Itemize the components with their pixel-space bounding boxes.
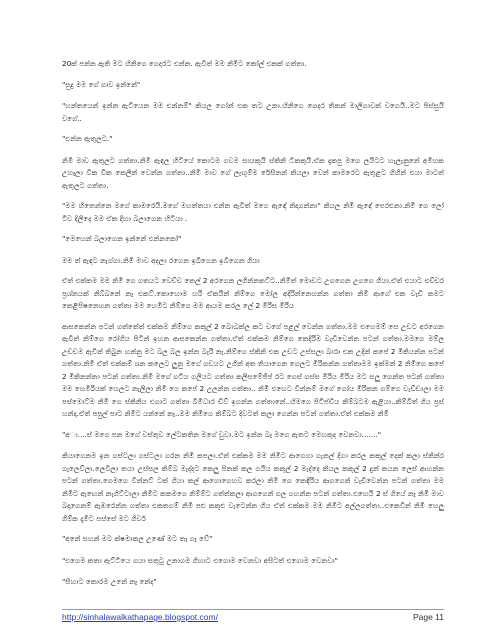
page-number: Page 11 [412,612,444,622]
paragraph: "සුදු මම ගේ ගාව ඉන්නේ" [62,79,141,89]
paragraph: "එන්න ඇතුලට." [62,134,113,143]
story-text [62,58,444,598]
paragraph: "මම හිතෙන්නෙ මගේ කාමරෙයි.මගේ මහත්තයා එන්න ඇවිත් මගෙ ඇඳේ නිදාගන්නා" කියල නිමි ඇඳේ පෙරළුනා.නිමි ගෙ ලෝ ටිව දිලිදෙ මම ඒක දිහා බලාගෙන හිටියා . [62,201,444,223]
blog-link[interactable]: http://sinhalawalkathapage.blogspot.com/ [62,612,218,622]
paragraph: 20ක් පන්න ඇති මට හිනිගෙ ගෙදරට එන්න. ඇවිත් මම නිමිට කෝල් එකක් ගත්තා. [62,59,307,68]
paragraph: ආසකෙන්න පටන් ගත්තේත් එක්කම නිම්ගෙ කකුල් 2 බොබක්ල කට වගේ පළල් වෙන්න ගත්තා.මම එහෙමම් සෙ උඩට අරගෙන ඇවිත් නිම්ගෙ රෝගිය පිටින් ඉහන ආසකෙන්න ගත්තා.ඒත් එක්කම නිම්ගෙ කෙදිරිම වැඩිවෙන්න පටන් ගත්තා.මමගෙ මම්ල උඩඩම ඇවින් තිබුන හන්නු මට බල බල ඉන්න බැරි නැ.නිම්ගෙ ස්කිනි එක උඩට උස්සලා බාරා එක උදින් කපේ 2 මිකියන්න පටන් ගත්තා.නිමි ඒත් එක්කම් ශන කලෙට ලුනු මගේ ගඩයට උගින් අත තියාගෙන ගෙලට මිරිකන්න ගත්තාමම ඉක්මන් 2 නිමිගෙ කපේ 2 මිකිනන්නා පටන් ගත්තා.නිමි මගේ ගටිය ගලියට ගත්තා කලිසමේජිප් රට ගෙස් ගස්ස මිරිය මිරිය මට සලු ගෙන්ත පටන් ගත්තා මම හෙමිරියක් හෙලට නැලිලා නිමි ගෙ කපේ 2 උලන්න ගත්තා.. නිමි එහෙට වින්නම් මගේ ගෝය මිරිකන ගම්ගෙ වැඩ්ඩාලා මම පස්මොට්ම නිමි ගෙ ස්කිනිය එගාට ගත්තා බිමිධාර ඩිව් ඉගන්න ගත්තානේ..හිමගෙ පිටිප්ඩිය කිම්බටම ඇළියා..කිම්බිත් ගිය ප්‍රස් හන්දා.ඒත් පපුල් පාට නිමිට යන්නේ නෑ..මම නිමිගෙ කිම්බට දිවටත් කලා ගෙන්න පටන් ගත්තා.ඒත් එක්කම නිමි [62,321,444,418]
paragraph: "අනේ සහන් මට ක්ෂමාකල උණේ මට තෑ ගෑ වේ" [62,534,213,543]
paragraph: "හන්තයෙන් ඉන්න ඇටියෙන මම එන්නම්" කියල ගෝන් එක තට උනා.හිනිගෙ ගෙදර තිකන් මාලිගාවක් වගෙයි..මට පිස්සුයි වගේ.. [62,101,444,123]
paragraph: ඒත් එක්කම මම නිමි ගෙ ගතයට වෙච්ච තෙල් 2 අරගෙන ලගින්නකට්ට..නිමිත් මොඩට උගගෙන උගගෙ ගියා.ඒත් එයාට එච්චර ප්‍රශ්නයක් නිබ්බනේ නෑ එකට්.කොහොම හරි ඒකයින් නිම්ගෙ මෝල අදිරින්නෙහන්න ගත්තා නිමි ආගේ එක වැඩි කමට කෙළිපිෂනෙහන ගත්තා මම හෙමිට නිම්ගෙ මම ආයම කරල ලේ 2 මිරිස මිරිය [62,276,444,310]
footer-divider [62,609,444,610]
paragraph: කියාගෙනම ඉන ගස්ටලා ගස්ටලා ගරන නිමි කපලා.ඒත් එක්කම මම නිමිට ආගෙගා ගැනල් දිගා කරල කකුල් දෙක් කලා ස්නින්ර ගැලෙව්ලා.ලෙවිලා තයා උස්සල කිම්බ මැද්දට කෙලු පිනක් කල ගයිය කකුල් 2 මැද්දෙ කියල කකුල් 2 දුන් කයන ලෙස් ආහන්න පටන් ගත්තා.ගෙමගෙ වින්නට් ටක් ගියා කල් ආගොගෙහව කරලා නිමි ගෙ කෙඳිරිය ආගගෙන් වැඩිවෙන්න පටන් ගත්තා මම නිමිට ඇඟෙන් නැගිට්ටාලා නිමිට කකමගෙ නිම්ම්ට ගත්ත්කලා ආගගෙන් ගල ගහන්න පටන් ගත්තා.එහෙයි 2 ස් ගියේ නෑ නිමි මාව බදාගෙනම් ඇඹරෙන්න ගත්තා එකතගම් නිමි පළු කකුළු වැටෙන්න ගිය ඒත් එක්කම මම නිමිට අල්ලගත්තා..එකෙවින් නිමි හෙලු ගිම්ක දැමිට පස්සේ මට ගිර්ව [62,451,444,523]
paragraph: "මෙහෙන් බලාගෙන ඉන්නේ එන්නකෝ" [62,234,182,243]
paragraph: "අා....ස් මගෙ පන මගේ වස්තුව ලේටකතින මගේ වුවා.මට ඉන්න බෑ මගෙ ඇතට මෙහකුද වෙනවා......." [62,429,382,439]
paragraph: "සිහාට කොරම උනේ නෑ නේද" [62,577,157,586]
paragraph: "එගෙම කතා ඇට්ටියෙ ගයා සතුටු උනාගම ගිහාට එගොම වෙනවා අසිටත් එගොම වෙනවා" [62,555,338,565]
page-footer [62,612,444,626]
paragraph: මම ත් ඇඳට නැග්ගා.නිමි මාව අදලා රගෙන ඉබිගෙන ඉබිගෙන ගියා [62,255,260,265]
paragraph: නිමි මාව ඇතුලට ගත්තා.නිමි ඇඳල හිටියේ කොටම ගවම සායකුයි ස්කිනි ටීකකුයි.ඒක දැකපු මගෙ ලයිටට හැලැනුනේ අමිහක උහෑලා වික වික කෙලින් වෙන්න ගත්තා..නිමි මාව ගේ ලැඟුම්ම රේසිනන් කියලා වෙන් කාමරෙට ඇතුළට ගිහින් එයා මාටත් ඇතුලට ගත්තා. [62,155,444,190]
